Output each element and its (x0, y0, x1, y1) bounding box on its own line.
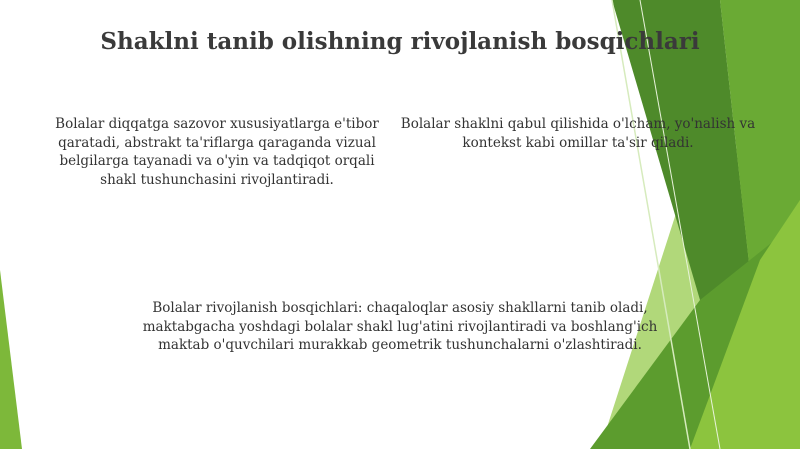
bottom-text-block: Bolalar rivojlanish bosqichlari: chaqaloqlar asosiy shakllarni tanib oladi, maktabgacha yoshdagi bolalar shakl lug'atini rivojlantiradi va boshlang'ich maktab o'quvchilari murakkab geometrik tushunchalarni o'zlashtiradi. (142, 300, 658, 353)
left-text-block: Bolalar diqqatga sazovor xususiyatlarga e'tibor qaratadi, abstrakt ta'riflarga qaraganda vizual belgilarga tayanadi va o'yin va tadqiqot orqali shakl tushunchasini rivojlantiradi. (55, 116, 379, 188)
decor-left-sliver (0, 270, 22, 449)
right-text-block: Bolalar shaklni qabul qilishida o'lcham, yo'nalish va kontekst kabi omillar ta'sir qiladi. (400, 116, 756, 151)
slide-title: Shaklni tanib olishning rivojlanish bosqichlari (100, 28, 700, 55)
